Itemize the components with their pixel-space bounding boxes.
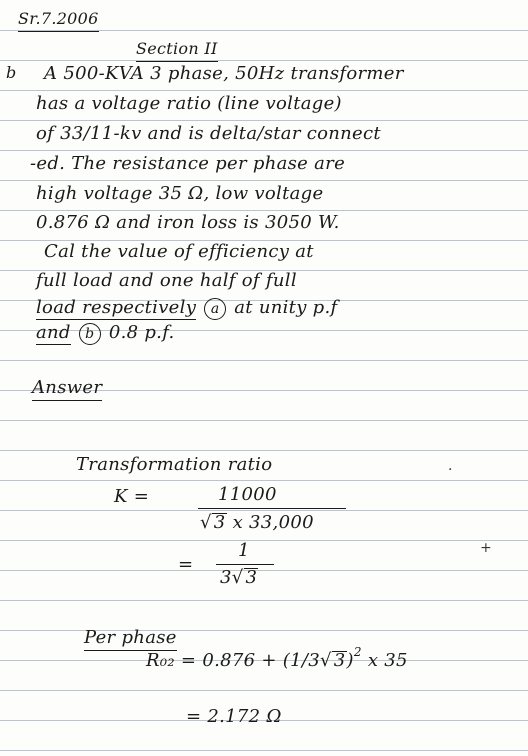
- ruled-line: [0, 690, 528, 691]
- k-fraction-bar: [198, 508, 346, 509]
- k-denominator: [200, 512, 314, 534]
- r02-result: = 2.172 Ω: [186, 706, 282, 727]
- option-b-marker: b: [79, 323, 101, 345]
- k-numerator: 11000: [218, 484, 277, 505]
- k-den-radicand: 3: [213, 512, 226, 533]
- ruled-line: [0, 630, 528, 631]
- r02-term-c: x 35: [367, 650, 408, 671]
- question-line-9: [36, 297, 338, 320]
- ruled-line: [0, 90, 528, 91]
- ruled-line: [0, 570, 528, 571]
- r02-term-a: 0.876 + (1/3: [202, 650, 320, 671]
- eq-sign: =: [178, 554, 194, 575]
- r02-symbol: R₀₂ =: [146, 650, 197, 671]
- ruled-line: [0, 210, 528, 211]
- ratio-label: Transformation ratio: [76, 454, 273, 475]
- ruled-line: [0, 60, 528, 61]
- question-line-9-text: load respectively: [36, 297, 197, 318]
- k-symbol: K =: [114, 486, 150, 507]
- ruled-line: [0, 480, 528, 481]
- question-line-10: [36, 322, 175, 345]
- sqrt-icon: √: [319, 650, 332, 671]
- ruled-line: [0, 420, 528, 421]
- question-line-4: -ed. The resistance per phase are: [30, 153, 346, 174]
- option-a-marker: a: [204, 298, 226, 320]
- question-line-6: 0.876 Ω and iron loss is 3050 W.: [36, 212, 340, 233]
- r02-exponent: 2: [353, 645, 362, 659]
- question-line-1: A 500-KVA 3 phase, 50Hz transformer: [44, 63, 404, 84]
- r02-radicand: 3: [333, 650, 346, 671]
- r02-equation: [146, 645, 408, 673]
- question-line-8: full load and one half of full: [36, 270, 297, 291]
- question-marker: b: [6, 63, 17, 82]
- sqrt-icon: √: [200, 512, 212, 533]
- question-line-10-text: and: [36, 322, 71, 343]
- eq-fraction-bar: [216, 564, 274, 565]
- k-den-tail: x 33,000: [232, 512, 314, 533]
- question-line-2: has a voltage ratio (line voltage): [36, 93, 342, 114]
- ruled-line: [0, 600, 528, 601]
- sqrt-icon: √: [231, 567, 244, 588]
- ruled-line: [0, 360, 528, 361]
- ruled-line: [0, 540, 528, 541]
- per-phase-label: Per phase: [84, 627, 177, 651]
- question-line-5: high voltage 35 Ω, low voltage: [36, 183, 324, 204]
- ruled-line: [0, 180, 528, 181]
- page-date: Sr.7.2006: [18, 8, 99, 32]
- eq-numerator: 1: [238, 540, 250, 561]
- page-mark: +: [480, 540, 492, 556]
- ruled-line: [0, 510, 528, 511]
- r02-term-b: ): [346, 650, 354, 671]
- ruled-line: [0, 450, 528, 451]
- ruled-line: [0, 750, 528, 751]
- question-line-7: Cal the value of efficiency at: [44, 241, 314, 262]
- ruled-line: [0, 120, 528, 121]
- question-line-10-tail: 0.8 p.f.: [108, 322, 175, 343]
- eq-denominator: [220, 567, 258, 589]
- question-line-9-tail: at unity p.f: [234, 297, 338, 318]
- question-line-3: of 33/11-kv and is delta/star connect: [36, 123, 381, 144]
- answer-heading: Answer: [32, 377, 102, 401]
- page-mark: ·: [448, 462, 453, 478]
- ruled-line: [0, 150, 528, 151]
- section-title: Section II: [136, 38, 218, 62]
- eq-den-radicand: 3: [245, 567, 258, 588]
- eq-den-coef: 3: [220, 567, 232, 588]
